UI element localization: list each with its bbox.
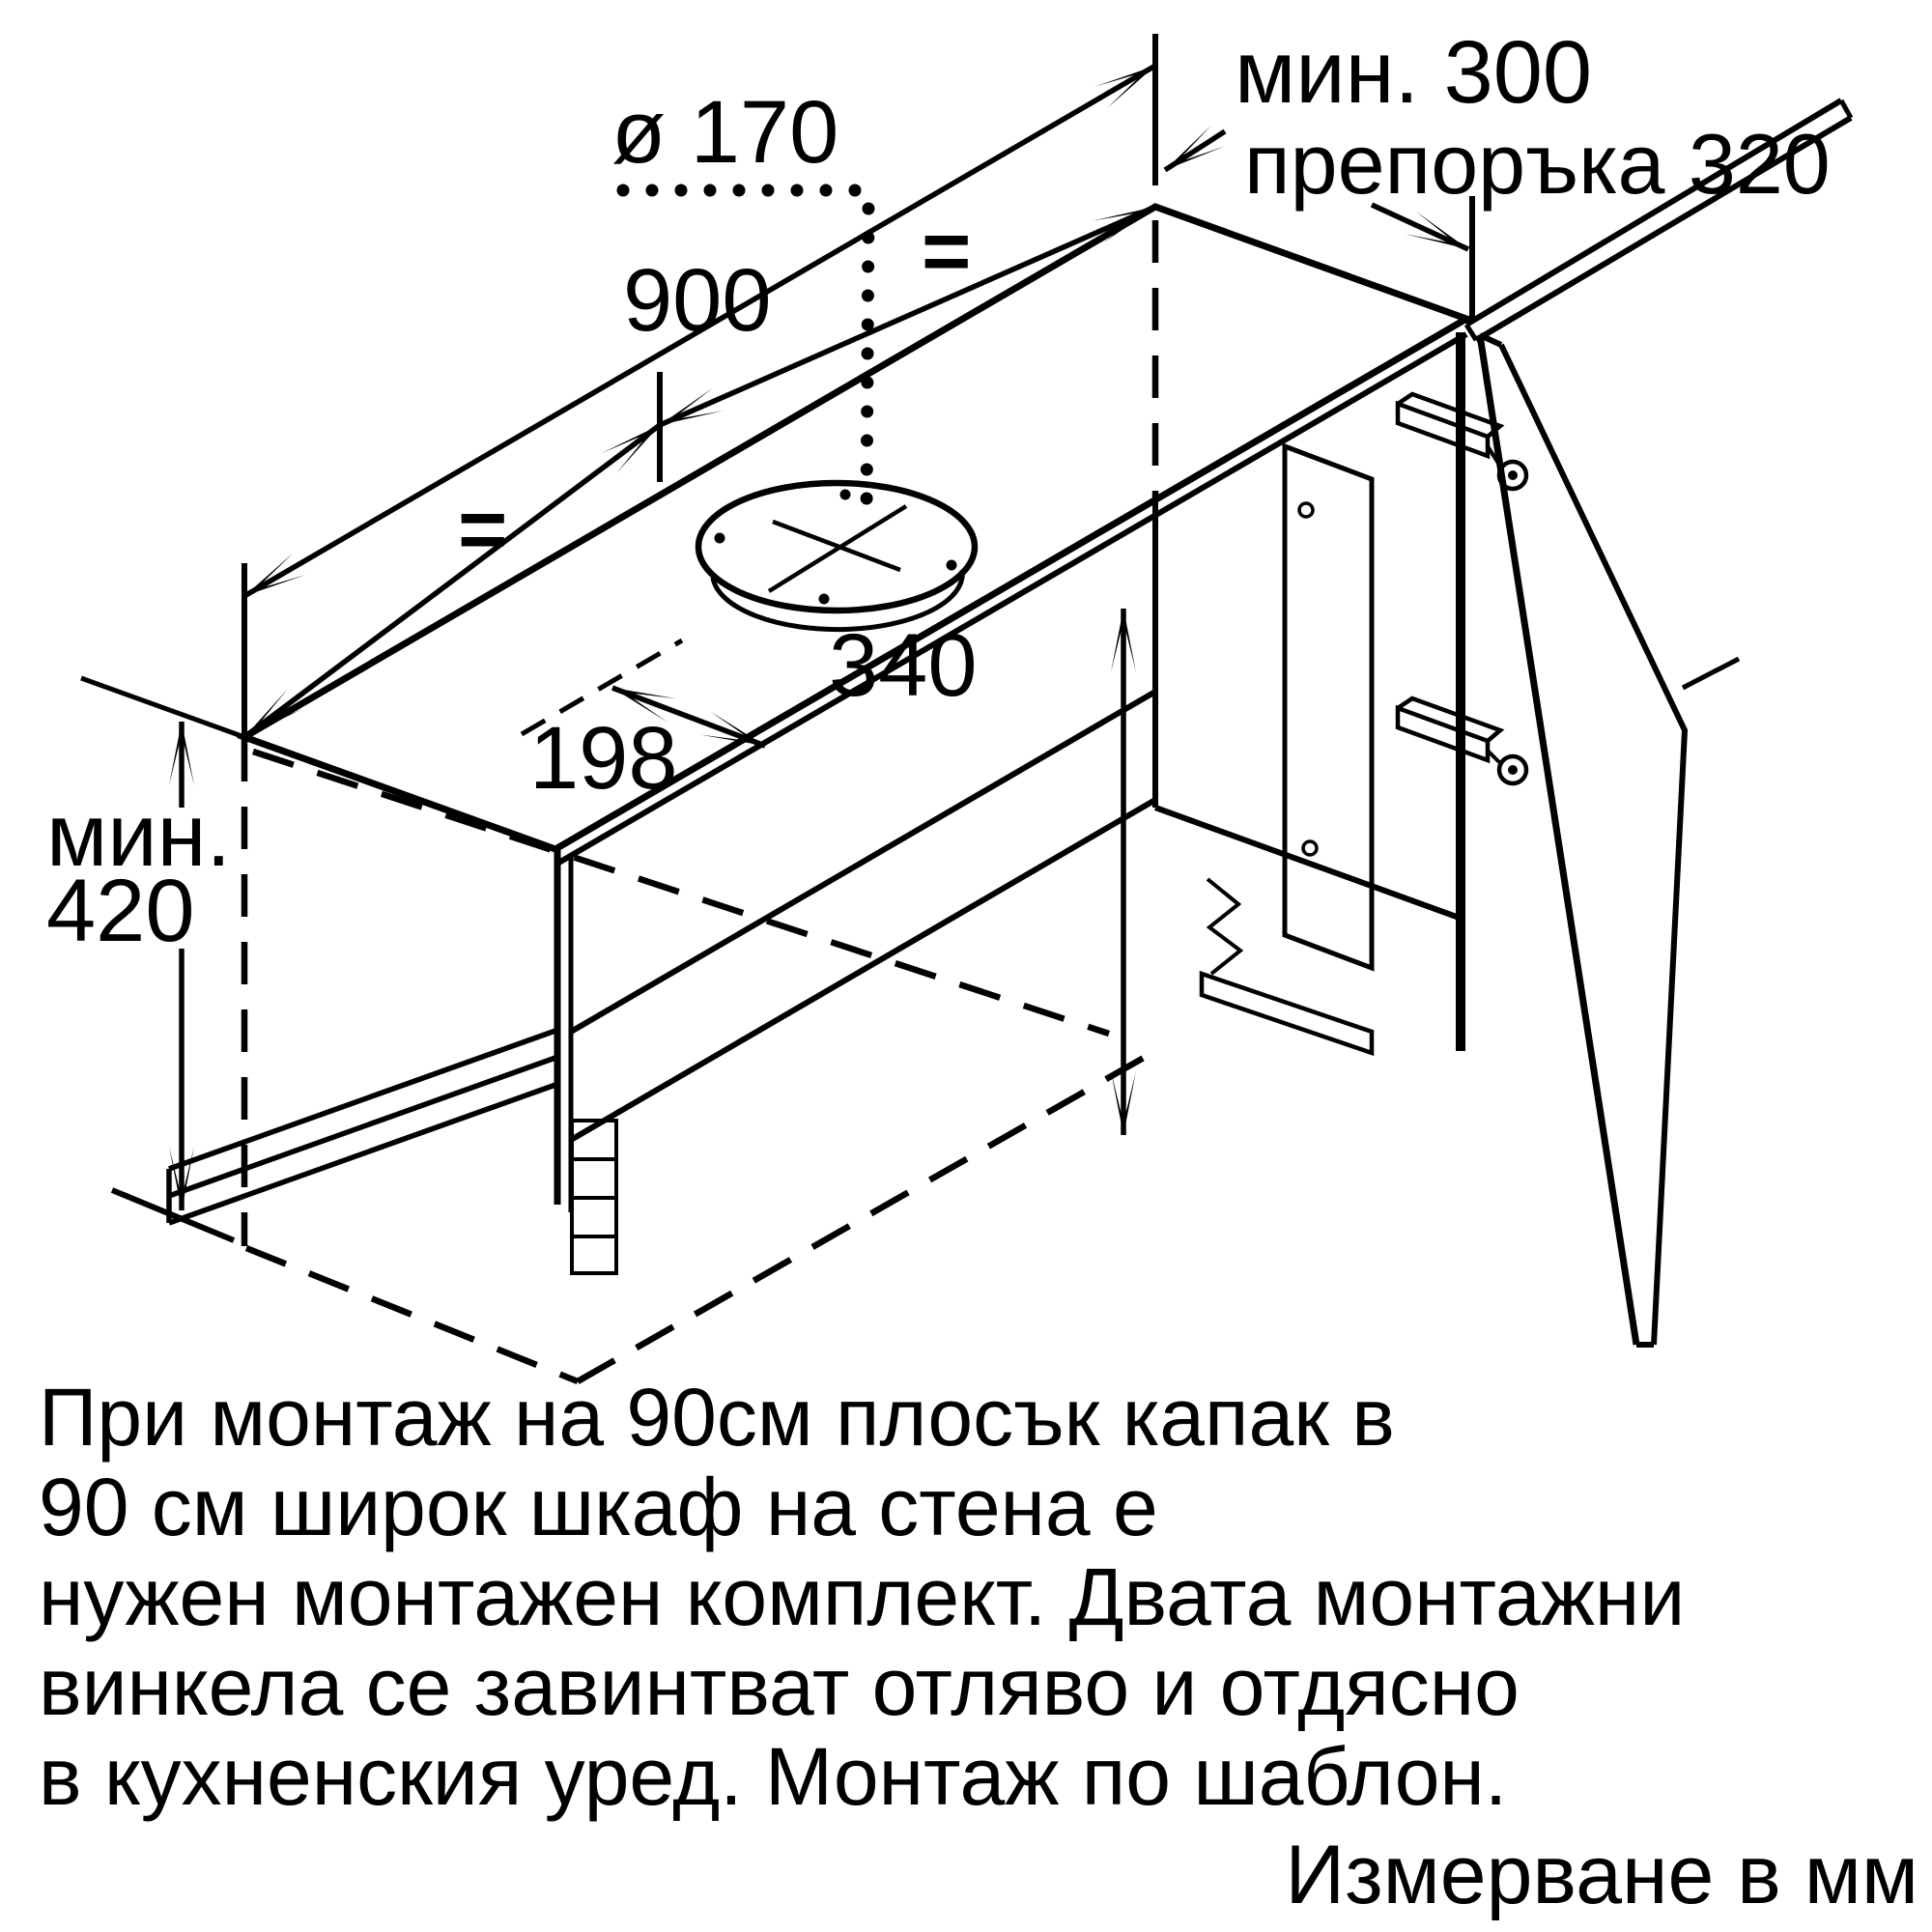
arrowhead bbox=[244, 554, 306, 596]
bracket-hole-bottom bbox=[1303, 841, 1317, 855]
note-line-4: винкела се завинтват отляво и отдясно bbox=[39, 1641, 1520, 1732]
extension-line-left bbox=[81, 678, 244, 737]
equal-right-label: = bbox=[922, 203, 972, 298]
mounting-bracket-assembly bbox=[1202, 394, 1526, 1053]
equal-left-label: = bbox=[458, 481, 508, 577]
bracket-spring bbox=[1208, 879, 1240, 974]
offset-label: 198 bbox=[529, 709, 678, 808]
clearance-value-label: 420 bbox=[46, 862, 195, 960]
depth-recommended-label: препоръка 320 bbox=[1244, 116, 1831, 212]
depth-min-label: мин. 300 bbox=[1235, 23, 1593, 122]
dim-depth-clearance bbox=[1165, 23, 1831, 321]
bracket-plate bbox=[1285, 446, 1372, 968]
width-label: 900 bbox=[623, 251, 772, 350]
hood-front-bottom-edge bbox=[571, 800, 1155, 1140]
installation-note bbox=[39, 1372, 1685, 1822]
arrowhead bbox=[701, 711, 765, 746]
note-line-1: При монтаж на 90см плосък капак в bbox=[39, 1372, 1395, 1463]
bracket-foot bbox=[1202, 974, 1372, 1053]
arrowhead bbox=[1406, 212, 1468, 249]
note-line-5: в кухненския уред. Монтаж по шаблон. bbox=[39, 1731, 1508, 1822]
clearance-min-label: мин. bbox=[46, 786, 232, 885]
hole-center-marks bbox=[769, 506, 906, 591]
bracket-hole-top bbox=[1299, 503, 1313, 517]
dim-inner-height-340 bbox=[829, 609, 1123, 1135]
arrowhead bbox=[1094, 66, 1155, 108]
vent-hole bbox=[698, 483, 975, 630]
mounting-peg-upper bbox=[1398, 394, 1500, 456]
units-note: Измерване в мм bbox=[1285, 1829, 1918, 1921]
hidden-edges bbox=[244, 220, 1155, 1381]
hob-reference-line bbox=[112, 1190, 234, 1240]
equal-span-left bbox=[244, 425, 660, 737]
dim-bottom-clearance-420 bbox=[46, 722, 231, 1210]
mounting-peg-lower bbox=[1398, 698, 1500, 760]
screw-lower bbox=[1488, 751, 1526, 783]
cabinet-body bbox=[81, 207, 1466, 1381]
screw-upper bbox=[1488, 446, 1526, 489]
note-line-2: 90 см широк шкаф на стена е bbox=[39, 1462, 1158, 1552]
hole-diameter-label: ø 170 bbox=[611, 83, 839, 182]
inner-height-label: 340 bbox=[829, 616, 978, 715]
right-panel-bottom bbox=[1155, 808, 1464, 920]
door-hinge-tick bbox=[1683, 659, 1739, 688]
cabinet-top-thickness bbox=[555, 334, 1466, 865]
hood-visor bbox=[169, 1031, 555, 1223]
left-bracket-detail bbox=[572, 1121, 616, 1273]
note-line-3: нужен монтажен комплект. Двата монтажни bbox=[39, 1551, 1686, 1642]
arrowhead bbox=[660, 387, 724, 425]
